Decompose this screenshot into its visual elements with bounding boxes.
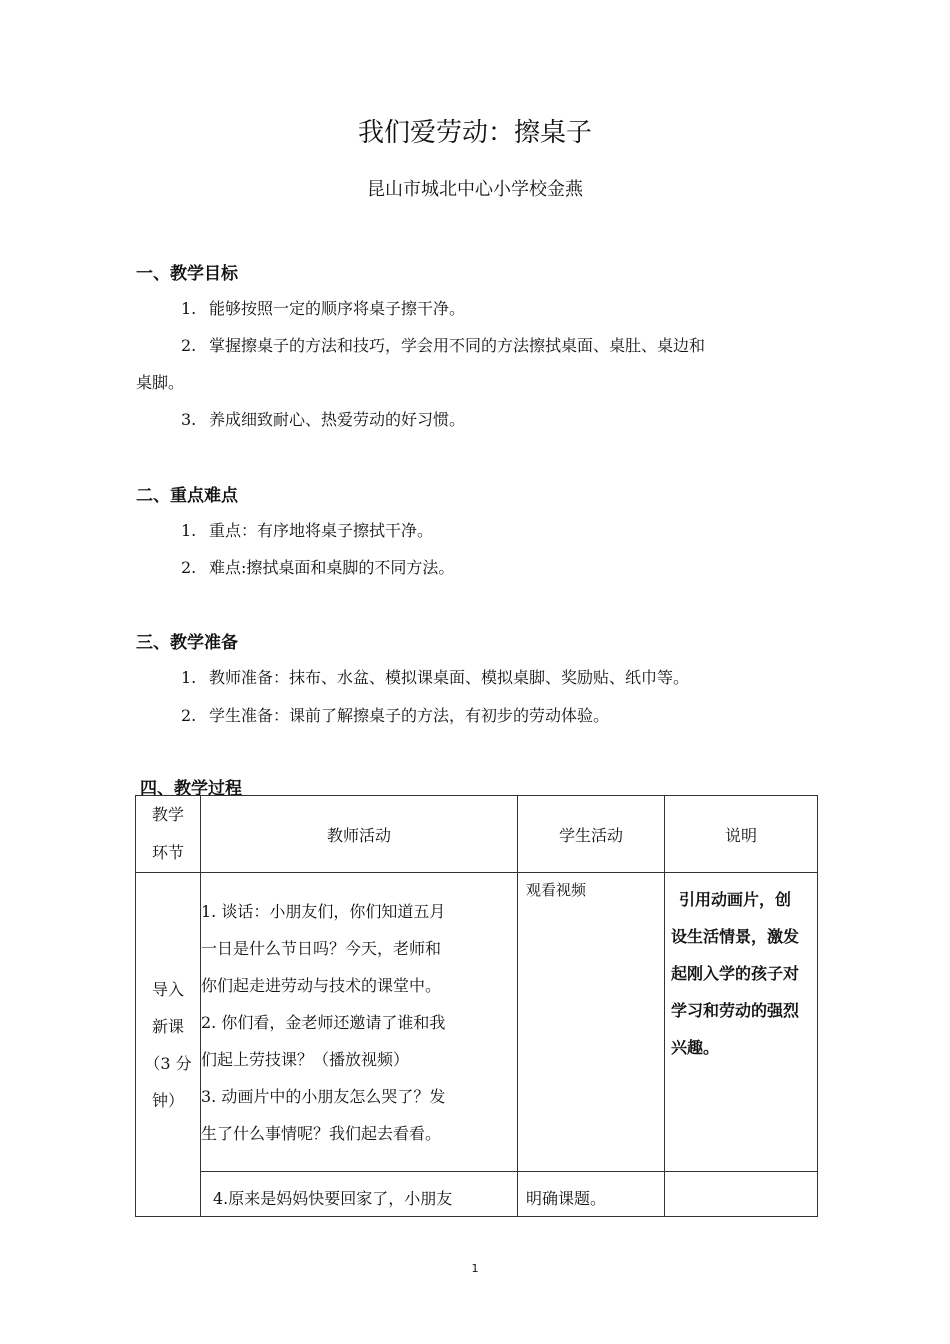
page-number: 1 xyxy=(471,1262,479,1275)
item-text: 掌握擦桌子的方法和技巧，学会用不同的方法擦拭桌面、桌肚、桌边和 xyxy=(209,336,706,355)
goal-item-2 xyxy=(181,333,705,356)
stage-line: （3 分 xyxy=(144,1053,192,1073)
item-number: 2. xyxy=(181,336,197,355)
table-header-row xyxy=(136,796,818,873)
teacher-activity-cell xyxy=(201,873,518,1172)
note-line: 起刚入学的孩子对 xyxy=(671,964,800,983)
section-heading-process: 四、教学过程 xyxy=(140,779,242,799)
note-line: 引用动画片，创 xyxy=(679,890,792,909)
teacher-line: 生了什么事情呢？我们起去看看。 xyxy=(201,1123,442,1143)
item-text: 养成细致耐心、热爱劳动的好习惯。 xyxy=(209,410,466,429)
teacher-line: 们起上劳技课？（播放视频） xyxy=(201,1049,410,1069)
stage-line: 新课 xyxy=(151,1016,184,1036)
student-activity-cell: 观看视频 xyxy=(518,873,665,1172)
key-point-item-1 xyxy=(181,518,433,541)
teacher-activity-cell: 4.原来是妈妈快要回家了，小朋友 xyxy=(201,1172,518,1217)
teaching-process-table xyxy=(135,795,818,1217)
teacher-line: 一日是什么节日吗？今天，老师和 xyxy=(201,938,442,958)
item-number: 1. xyxy=(181,299,197,318)
teacher-line: 2. 你们看，金老师还邀请了谁和我 xyxy=(201,1012,446,1032)
goal-item-2-continuation: 桌脚。 xyxy=(136,373,185,392)
teacher-line: 你们起走进劳动与技术的课堂中。 xyxy=(201,975,442,995)
student-activity-cell: 明确课题。 xyxy=(518,1172,665,1217)
item-text: 能够按照一定的顺序将桌子擦干净。 xyxy=(209,299,466,318)
table-row xyxy=(136,873,818,1172)
document-author: 昆山市城北中心小学校金燕 xyxy=(367,179,583,200)
section-heading-goals: 一、教学目标 xyxy=(136,264,238,284)
note-line: 设生活情景，激发 xyxy=(671,927,800,946)
teacher-line: 1. 谈话：小朋友们，你们知道五月 xyxy=(201,901,446,921)
item-number: 3. xyxy=(181,410,197,429)
item-text: 难点:擦拭桌面和桌脚的不同方法。 xyxy=(209,558,455,577)
document-title: 我们爱劳动：擦桌子 xyxy=(357,118,592,148)
key-point-item-2 xyxy=(181,555,454,578)
item-text: 学生准备：课前了解擦桌子的方法，有初步的劳动体验。 xyxy=(209,706,610,725)
header-stage-line-1: 教学 xyxy=(151,805,184,824)
header-stage xyxy=(136,796,201,873)
stage-line: 钟） xyxy=(151,1090,184,1110)
item-number: 2. xyxy=(181,706,197,725)
table-row xyxy=(136,1172,818,1217)
item-text: 教师准备：抹布、水盆、模拟课桌面、模拟桌脚、奖励贴、纸巾等。 xyxy=(209,668,690,687)
header-stage-line-2: 环节 xyxy=(151,843,184,862)
item-number: 1. xyxy=(181,668,197,687)
note-cell-empty xyxy=(665,1172,818,1217)
header-note: 说明 xyxy=(665,796,818,873)
note-line: 学习和劳动的强烈 xyxy=(671,1001,800,1020)
section-heading-preparation: 三、教学准备 xyxy=(136,633,238,653)
header-student: 学生活动 xyxy=(518,796,665,873)
item-number: 2. xyxy=(181,558,197,577)
goal-item-1 xyxy=(181,296,465,319)
note-line: 兴趣。 xyxy=(671,1038,720,1057)
teacher-line: 3. 动画片中的小朋友怎么哭了？发 xyxy=(201,1086,446,1106)
goal-item-3 xyxy=(181,407,465,430)
item-number: 1. xyxy=(181,521,197,540)
item-text: 重点：有序地将桌子擦拭干净。 xyxy=(209,521,434,540)
preparation-item-2 xyxy=(181,703,609,726)
note-cell xyxy=(665,873,818,1172)
stage-line: 导入 xyxy=(151,979,184,999)
stage-cell-intro xyxy=(136,873,201,1217)
preparation-item-1 xyxy=(181,665,689,688)
section-heading-key-points: 二、重点难点 xyxy=(136,486,238,506)
header-teacher: 教师活动 xyxy=(201,796,518,873)
